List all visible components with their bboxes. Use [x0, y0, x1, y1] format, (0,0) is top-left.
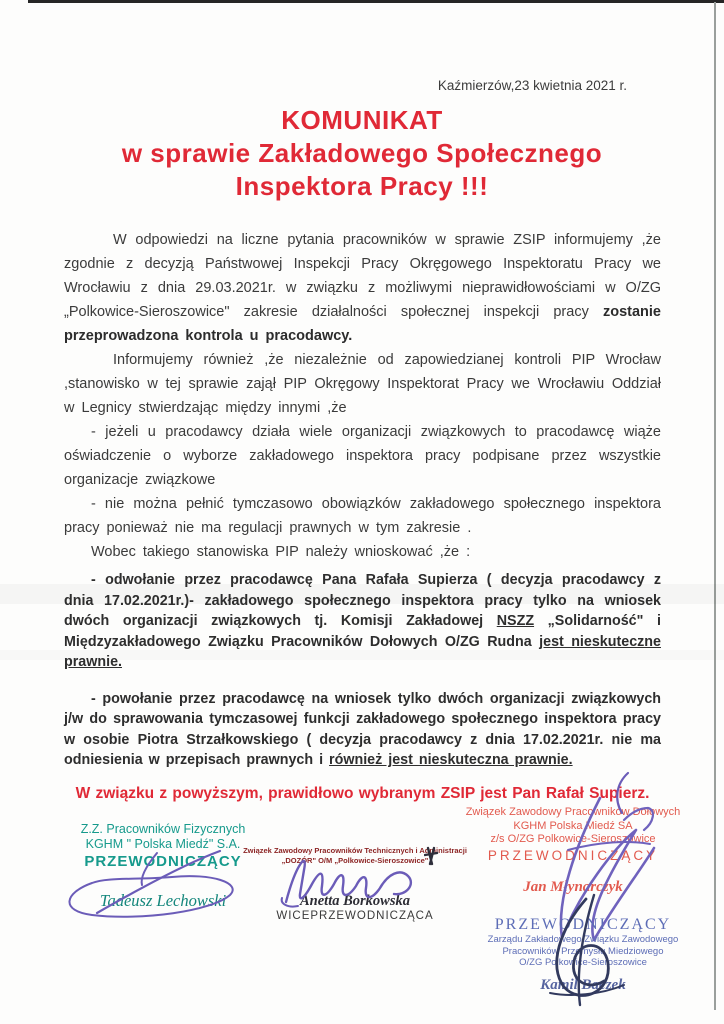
- signature-block-right-bottom: [455, 916, 711, 994]
- right-top-signer-name: Jan Młynarczyk: [523, 878, 623, 895]
- paragraph-intro: [64, 228, 661, 348]
- middle-org-line-2: „DOZÓR" O/M „Polkowice-Sieroszowice": [281, 856, 429, 865]
- right-top-org-line-2: KGHM Polska Miedź SA: [513, 819, 633, 832]
- bold1-underline-nszz: NSZZ: [496, 613, 535, 629]
- bold-paragraph-odwolanie: [64, 570, 661, 673]
- bold1-text-b: „Solidarność" i Międzyzakładowego Związku Pracowników Dołowych O/ZG Rudna: [64, 613, 661, 650]
- paragraph-wobec: Wobec takiego stanowiska PIP należy wnioskować ,że :: [91, 544, 471, 560]
- title-line-1: KOMUNIKAT: [281, 105, 443, 135]
- left-role: PRZEWODNICZĄCY: [84, 853, 242, 870]
- paragraph-intro-bold: zostanie przeprowadzona kontrola u pracodawcy.: [64, 304, 661, 344]
- middle-signer-name: Anetta Borkowska: [300, 893, 410, 909]
- list-item-1: - jeżeli u pracodawcy działa wiele organizacji związkowych to pracodawcę wiąże oświadczenie o wyborze zakładowego inspektora pracy podpisane przez wszystkie organizacje związkowe: [64, 424, 661, 488]
- bold1-underline-final: jest nieskuteczne prawnie.: [64, 633, 661, 670]
- right-bottom-org-line-3: O/ZG Polkowice-Sieroszowice: [519, 957, 647, 968]
- bold2-text: - powołanie przez pracodawcę na wniosek tylko dwóch organizacji związkowych j/w do sprawowania tymczasowej funkcji zakładowego społecznego inspektora pracy w osobie Piotra Strzałkowskiego ( decyzja pracodawcy z dnia 17.02.2021r. nie ma odniesienia w przepisach prawnych i: [64, 690, 661, 768]
- list-item-2: - nie można pełnić tymczasowo obowiązków zakładowego społecznego inspektora pracy ponieważ nie ma regulacji prawnych w tym zakresie .: [64, 496, 661, 536]
- left-signer-name: Tadeusz Lechowski: [99, 891, 227, 910]
- middle-role: WICEPRZEWODNICZĄCA: [276, 910, 434, 922]
- paragraph-pip: Informujemy również ,że niezależnie od zapowiedzianej kontroli PIP Wrocław ,stanowisko w tej sprawie zajął PIP Okręgowy Inspektorat Pracy we Wrocławiu Oddział w Legnicy stwierdzając między innymi ,że: [64, 352, 661, 416]
- right-top-org-line-1: Związek Zawodowy Pracowników Dołowych: [465, 806, 681, 818]
- signature-block-right-top: [440, 806, 706, 896]
- paragraph-intro-text: W odpowiedzi na liczne pytania pracowników w sprawie ZSIP informujemy ,że zgodnie z decyzją Państwowej Inspekcji Pracy Okręgowego Inspektoratu Pracy we Wrocławiu z dnia 29.03.2021r. w związku z możliwymi nieprawidłowościami w O/ZG „Polkowice-Sieroszowice" zakresie działalności społecznej inspekcji pracy: [64, 232, 661, 320]
- right-bottom-org-line-1: Zarządu Zakładowego Związku Zawodowego: [487, 934, 679, 945]
- title-line-2: w sprawie Zakładowego Społecznego: [121, 138, 603, 168]
- bold2-underline: również jest nieskuteczna prawnie.: [329, 752, 573, 768]
- middle-org-line-1: Związek Zawodowy Pracowników Technicznych i Administracji: [243, 846, 467, 855]
- document-date: Kaźmierzów,23 kwietnia 2021 r.: [437, 78, 627, 93]
- bold-paragraph-powolanie: [64, 689, 661, 771]
- signature-block-middle: [236, 846, 474, 922]
- conclusion-statement: W związku z powyższym, prawidłowo wybranym ZSIP jest Pan Rafał Supierz.: [75, 784, 650, 802]
- scan-edge-top: [28, 0, 724, 3]
- right-bottom-role: PRZEWODNICZĄCY: [494, 916, 672, 933]
- right-top-role: PRZEWODNICZĄCY: [487, 847, 659, 863]
- left-org-line-1: Z.Z. Pracowników Fizycznych: [80, 822, 246, 836]
- title-line-3: Inspektora Pracy !!!: [235, 171, 489, 201]
- right-bottom-signer-name: Kamil Baczek: [540, 976, 626, 993]
- document-title: [0, 104, 724, 203]
- left-org-line-2: KGHM " Polska Miedź" S.A.: [85, 837, 241, 851]
- right-top-org-line-3: z/s O/ZG Polkowice-Sieroszowice: [490, 833, 656, 845]
- document-body: [64, 228, 661, 803]
- right-bottom-org-line-2: Pracowników Przemysłu Miedziowego: [502, 945, 664, 957]
- bold1-text-a: - odwołanie przez pracodawcę Pana Rafała Supierza ( decyzja pracodawcy z dnia 17.02.2021r.)- zakładowego społecznego inspektora pracy tylko na wniosek dwóch organizacji związkowych tj. Komisji Zakładowej: [64, 572, 661, 629]
